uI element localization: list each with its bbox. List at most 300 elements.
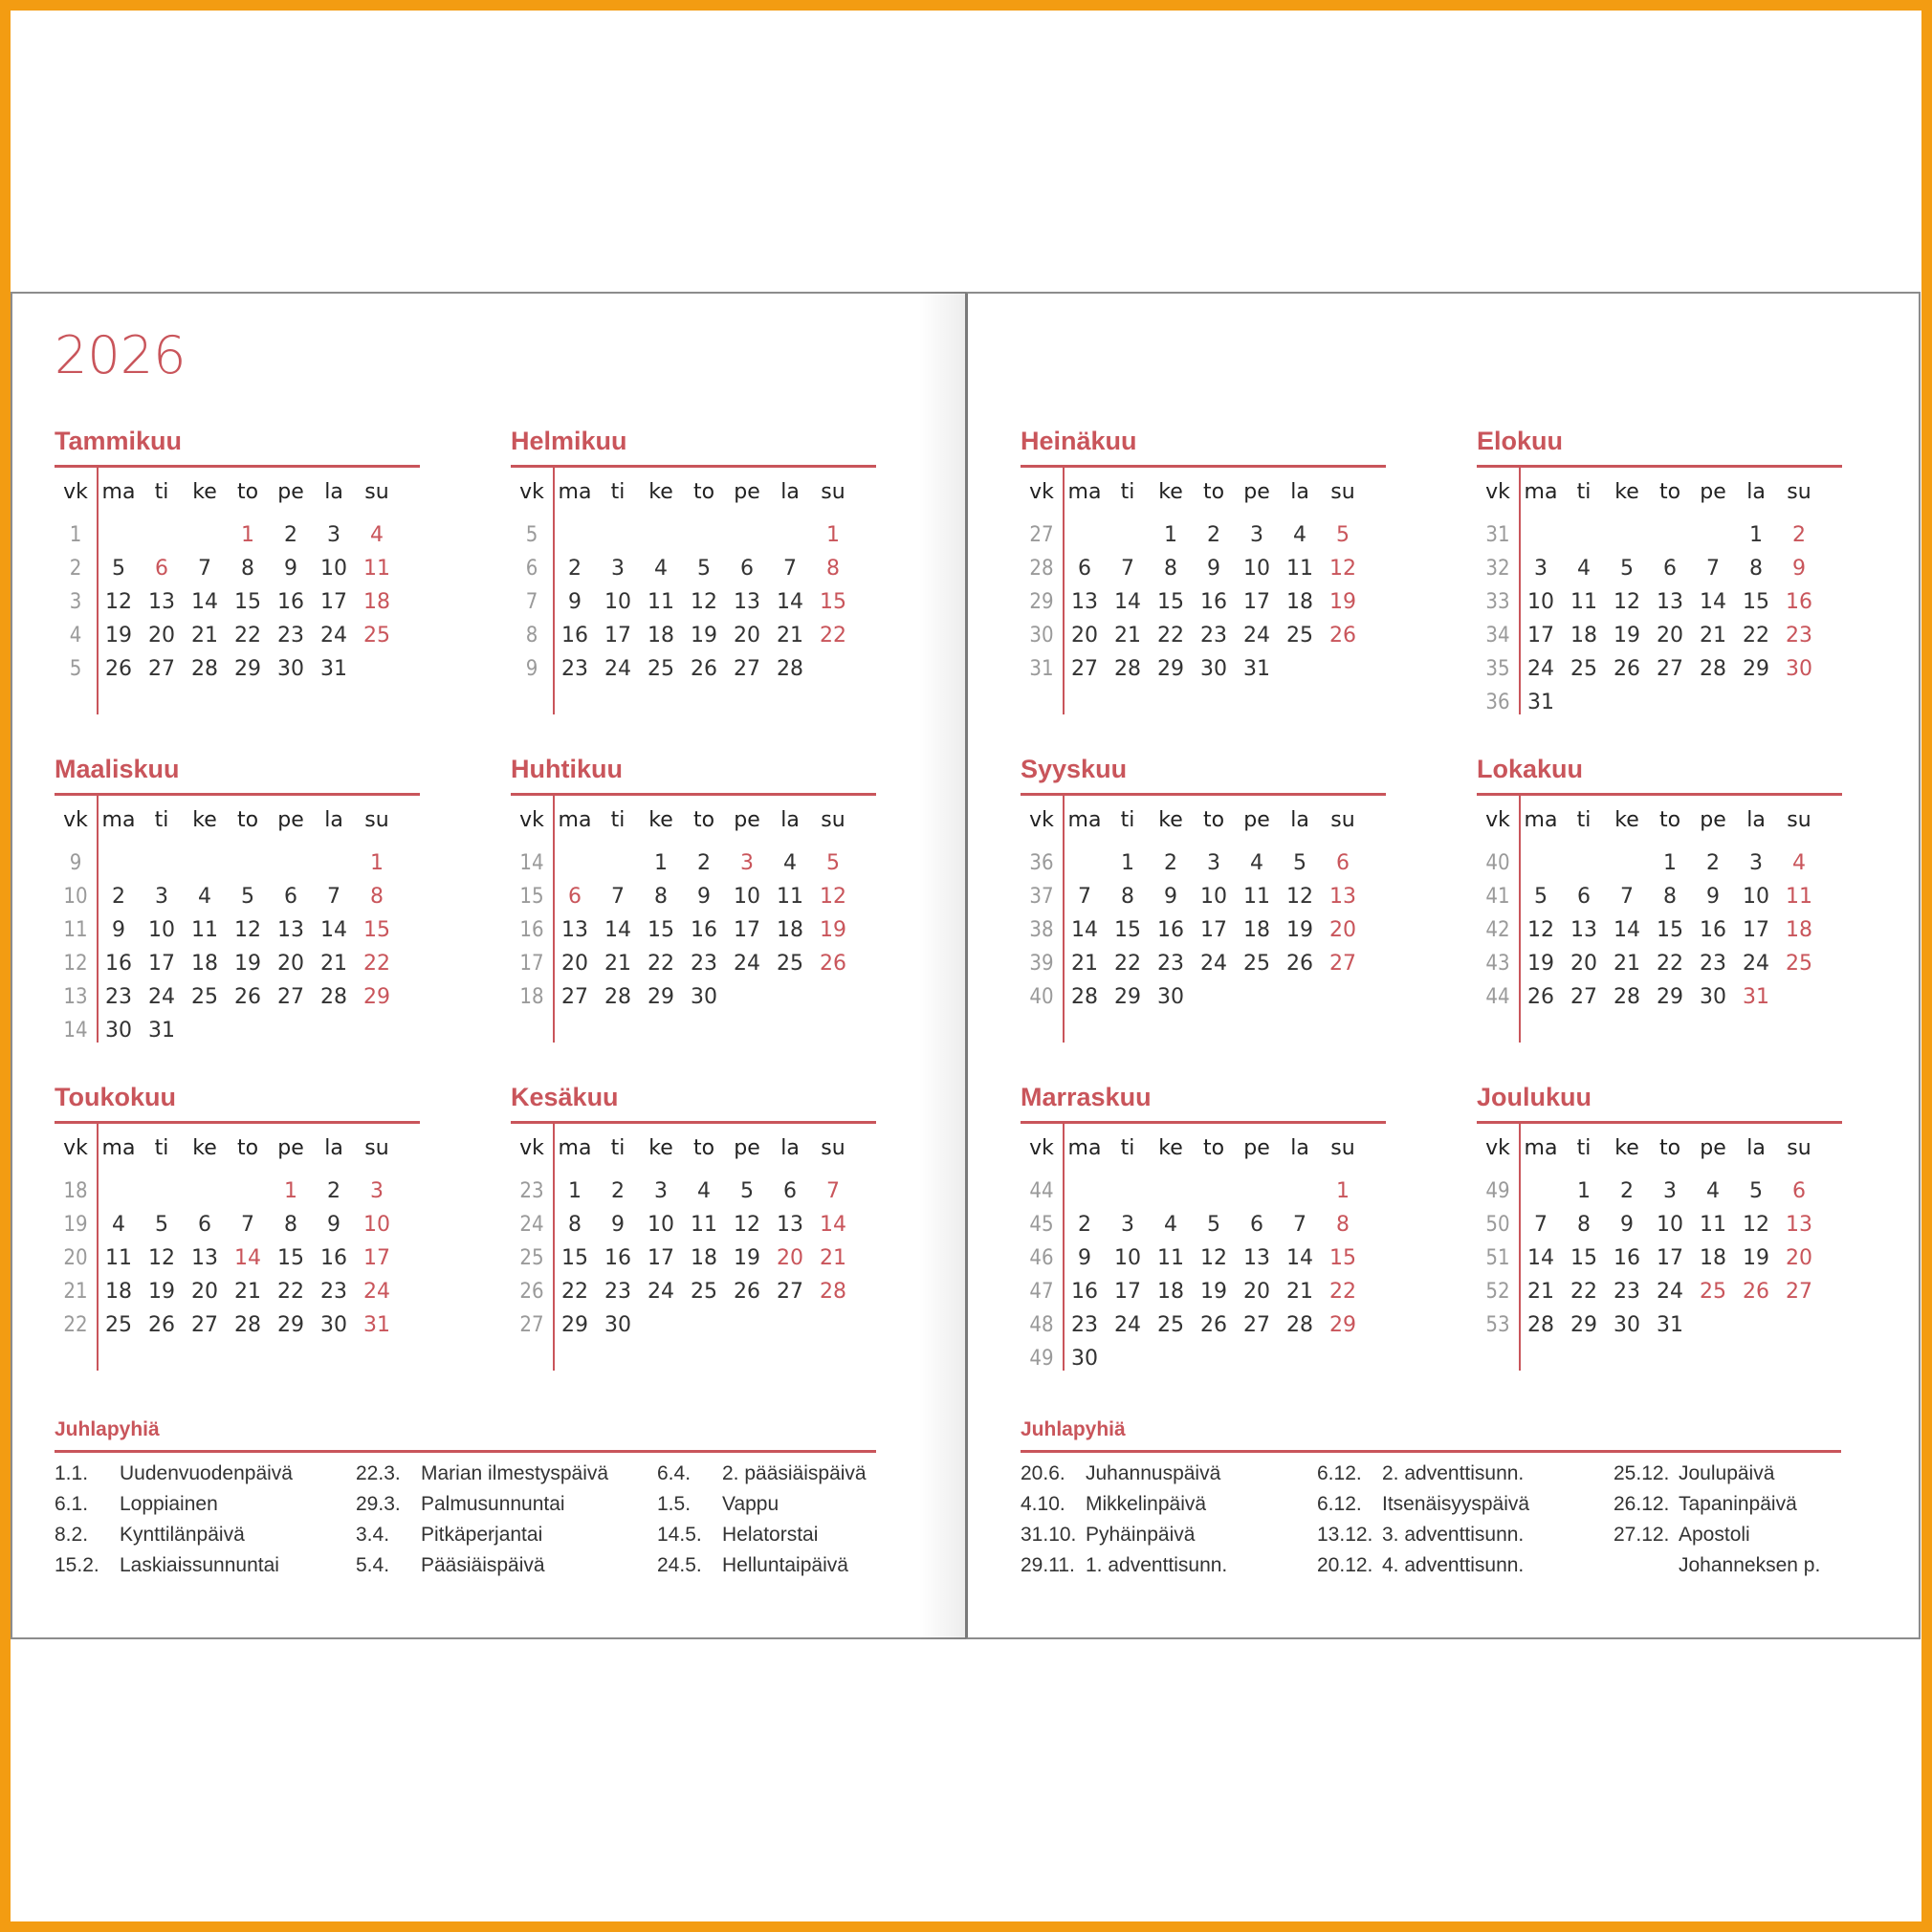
- holiday-date: 30: [1786, 657, 1812, 681]
- holiday-date: 14: [234, 1246, 261, 1270]
- date-cell: 21: [1700, 624, 1726, 648]
- weekday-header: ke: [648, 480, 673, 504]
- date-cell: 6: [740, 557, 754, 581]
- date-cell: 10: [1114, 1246, 1141, 1270]
- date-cell: 27: [734, 657, 760, 681]
- date-cell: 14: [320, 918, 347, 942]
- week-number: 7: [525, 590, 538, 614]
- date-cell: 3: [1121, 1213, 1134, 1237]
- date-cell: 12: [148, 1246, 175, 1270]
- date-cell: 17: [604, 624, 631, 648]
- year-title: 2026: [55, 325, 187, 385]
- weekday-header: ma: [558, 1136, 592, 1160]
- holiday-list-date: 1.5.: [657, 1493, 692, 1515]
- week-number: 40: [1485, 851, 1510, 875]
- date-cell: 25: [1286, 624, 1313, 648]
- holiday-date: 17: [363, 1246, 390, 1270]
- holiday-date: 6: [1336, 851, 1350, 875]
- month-block: [511, 427, 876, 733]
- holiday-date: 6: [155, 557, 168, 581]
- date-cell: 24: [648, 1280, 674, 1304]
- date-cell: 3: [1749, 851, 1763, 875]
- weekday-header: ke: [1614, 480, 1639, 504]
- week-number: 27: [519, 1313, 544, 1337]
- date-cell: 1: [1164, 523, 1177, 547]
- date-cell: 16: [1200, 590, 1227, 614]
- week-number: 20: [63, 1246, 88, 1270]
- weekday-header: su: [1787, 480, 1811, 504]
- date-cell: 4: [697, 1179, 711, 1203]
- holiday-list-name: 3. adventtisunn.: [1382, 1524, 1525, 1546]
- weekday-header: ti: [610, 480, 626, 504]
- date-cell: 28: [234, 1313, 261, 1337]
- weekday-header: ti: [154, 480, 169, 504]
- week-number: 5: [69, 657, 82, 681]
- month-rule: [511, 465, 876, 468]
- date-cell: 28: [191, 657, 218, 681]
- date-cell: 20: [734, 624, 760, 648]
- date-cell: 4: [112, 1213, 125, 1237]
- holiday-date: 1: [370, 851, 384, 875]
- date-cell: 24: [148, 985, 175, 1009]
- date-cell: 22: [1570, 1280, 1597, 1304]
- date-cell: 23: [561, 657, 588, 681]
- week-number: 44: [1485, 985, 1510, 1009]
- date-cell: 29: [1657, 985, 1683, 1009]
- date-cell: 14: [1114, 590, 1141, 614]
- date-cell: 5: [1749, 1179, 1763, 1203]
- date-cell: 30: [277, 657, 304, 681]
- month-block: [1021, 1083, 1386, 1389]
- date-cell: 26: [234, 985, 261, 1009]
- date-cell: 2: [611, 1179, 625, 1203]
- week-number: 26: [519, 1280, 544, 1304]
- week-number: 28: [1029, 557, 1054, 581]
- date-cell: 29: [1157, 657, 1184, 681]
- week-number: 37: [1029, 885, 1054, 909]
- week-number: 44: [1029, 1179, 1054, 1203]
- date-cell: 24: [734, 952, 760, 976]
- weekday-header: su: [1330, 808, 1355, 832]
- date-cell: 16: [320, 1246, 347, 1270]
- date-cell: 30: [691, 985, 717, 1009]
- date-cell: 10: [604, 590, 631, 614]
- date-cell: 3: [1534, 557, 1548, 581]
- weekday-header: to: [1202, 808, 1225, 832]
- date-cell: 20: [1243, 1280, 1270, 1304]
- holiday-date: 18: [363, 590, 390, 614]
- month-rule: [55, 793, 420, 796]
- weekday-header: ma: [1524, 1136, 1558, 1160]
- holiday-date: 8: [826, 557, 840, 581]
- weekday-header: ke: [1614, 1136, 1639, 1160]
- date-cell: 8: [1749, 557, 1763, 581]
- holiday-list-name: Itsenäisyyspäivä: [1382, 1493, 1530, 1515]
- week-number: 30: [1029, 624, 1054, 648]
- month-name: Joulukuu: [1477, 1083, 1592, 1111]
- date-cell: 4: [1164, 1213, 1177, 1237]
- holiday-list-date: 6.12.: [1317, 1462, 1362, 1484]
- holiday-list-name: Tapaninpäivä: [1679, 1493, 1797, 1515]
- date-cell: 18: [777, 918, 803, 942]
- weekday-header: ke: [648, 808, 673, 832]
- week-number: 36: [1029, 851, 1054, 875]
- date-cell: 11: [1243, 885, 1270, 909]
- holiday-date: 15: [363, 918, 390, 942]
- week-number: 5: [525, 523, 538, 547]
- date-cell: 21: [320, 952, 347, 976]
- date-cell: 8: [1577, 1213, 1591, 1237]
- date-cell: 3: [654, 1179, 668, 1203]
- holiday-list-date: 4.10.: [1021, 1493, 1065, 1515]
- date-cell: 17: [648, 1246, 674, 1270]
- date-cell: 18: [1157, 1280, 1184, 1304]
- holiday-list-date: 6.4.: [657, 1462, 692, 1484]
- date-cell: 29: [561, 1313, 588, 1337]
- week-number: 9: [525, 657, 538, 681]
- date-cell: 5: [697, 557, 711, 581]
- weekday-header: ma: [1524, 808, 1558, 832]
- holiday-date: 7: [826, 1179, 840, 1203]
- weekday-header: ti: [1576, 1136, 1592, 1160]
- holiday-list-name: 2. pääsiäispäivä: [722, 1462, 867, 1484]
- week-number: 29: [1029, 590, 1054, 614]
- holiday-list-date: 25.12.: [1614, 1462, 1670, 1484]
- month-name: Heinäkuu: [1021, 427, 1137, 455]
- week-number-header: vk: [63, 480, 88, 504]
- date-cell: 6: [198, 1213, 211, 1237]
- holiday-date: 8: [370, 885, 384, 909]
- holiday-list-name: Mikkelinpäivä: [1086, 1493, 1207, 1515]
- month-block: [55, 755, 420, 1061]
- date-cell: 22: [277, 1280, 304, 1304]
- weekday-header: la: [324, 808, 343, 832]
- date-cell: 11: [777, 885, 803, 909]
- date-cell: 3: [1207, 851, 1220, 875]
- holiday-list-date: 29.3.: [356, 1493, 401, 1515]
- date-cell: 13: [277, 918, 304, 942]
- holiday-date: 12: [1329, 557, 1356, 581]
- holiday-date: 1: [284, 1179, 297, 1203]
- date-cell: 21: [234, 1280, 261, 1304]
- holiday-date: 31: [1743, 985, 1769, 1009]
- date-cell: 3: [1663, 1179, 1677, 1203]
- date-cell: 10: [148, 918, 175, 942]
- date-cell: 31: [1657, 1313, 1683, 1337]
- weekday-header: pe: [1700, 808, 1726, 832]
- date-cell: 9: [611, 1213, 625, 1237]
- date-cell: 25: [1243, 952, 1270, 976]
- weekday-header: pe: [734, 480, 760, 504]
- date-cell: 9: [1078, 1246, 1091, 1270]
- date-cell: 30: [1157, 985, 1184, 1009]
- week-number: 23: [519, 1179, 544, 1203]
- weekday-header: la: [1290, 808, 1309, 832]
- weekday-header: su: [821, 1136, 845, 1160]
- date-cell: 7: [1078, 885, 1091, 909]
- date-cell: 29: [1743, 657, 1769, 681]
- weekday-header: su: [1787, 1136, 1811, 1160]
- weekday-header: pe: [1700, 480, 1726, 504]
- week-number: 18: [519, 985, 544, 1009]
- weekday-header: to: [1658, 480, 1681, 504]
- holiday-date: 12: [820, 885, 846, 909]
- date-cell: 17: [1114, 1280, 1141, 1304]
- month-name: Elokuu: [1477, 427, 1564, 455]
- weekday-header: to: [692, 480, 715, 504]
- week-number: 53: [1485, 1313, 1510, 1337]
- holiday-list-date: 6.12.: [1317, 1493, 1362, 1515]
- holiday-list-name: Vappu: [722, 1493, 779, 1515]
- date-cell: 31: [148, 1019, 175, 1043]
- holiday-date: 5: [826, 851, 840, 875]
- date-cell: 2: [1164, 851, 1177, 875]
- date-cell: 15: [1157, 590, 1184, 614]
- holiday-list-name: Joulupäivä: [1679, 1462, 1775, 1484]
- date-cell: 14: [191, 590, 218, 614]
- date-cell: 18: [1700, 1246, 1726, 1270]
- date-cell: 30: [604, 1313, 631, 1337]
- date-cell: 5: [155, 1213, 168, 1237]
- weekday-header: ma: [558, 480, 592, 504]
- date-cell: 16: [691, 918, 717, 942]
- date-cell: 10: [320, 557, 347, 581]
- date-cell: 17: [320, 590, 347, 614]
- weekday-header: ti: [1576, 480, 1592, 504]
- date-cell: 10: [1657, 1213, 1683, 1237]
- date-cell: 4: [1250, 851, 1263, 875]
- holiday-list-date: 6.1.: [55, 1493, 89, 1515]
- date-cell: 12: [1200, 1246, 1227, 1270]
- month-name: Helmikuu: [511, 427, 627, 455]
- month-block: [511, 755, 876, 1061]
- holiday-list-date: 20.6.: [1021, 1462, 1065, 1484]
- weekday-header: la: [780, 480, 800, 504]
- date-cell: 23: [1200, 624, 1227, 648]
- holiday-date: 16: [1786, 590, 1812, 614]
- date-cell: 16: [277, 590, 304, 614]
- date-cell: 6: [284, 885, 297, 909]
- date-cell: 22: [234, 624, 261, 648]
- date-cell: 6: [1078, 557, 1091, 581]
- month-rule: [511, 793, 876, 796]
- week-number: 9: [69, 851, 82, 875]
- holiday-date: 22: [1329, 1280, 1356, 1304]
- date-cell: 6: [1577, 885, 1591, 909]
- holiday-date: 26: [820, 952, 846, 976]
- holiday-list-name: Pääsiäispäivä: [421, 1554, 545, 1576]
- week-number-header: vk: [1485, 808, 1510, 832]
- holiday-date: 20: [1329, 918, 1356, 942]
- weekday-header: to: [236, 480, 259, 504]
- weekday-header: pe: [277, 480, 304, 504]
- date-cell: 11: [1570, 590, 1597, 614]
- date-cell: 12: [1743, 1213, 1769, 1237]
- date-cell: 2: [327, 1179, 340, 1203]
- date-cell: 27: [1570, 985, 1597, 1009]
- holiday-list-date: 27.12.: [1614, 1524, 1670, 1546]
- date-cell: 23: [1700, 952, 1726, 976]
- weekday-header: su: [364, 808, 389, 832]
- date-cell: 9: [284, 557, 297, 581]
- date-cell: 10: [1743, 885, 1769, 909]
- date-cell: 15: [561, 1246, 588, 1270]
- week-number: 33: [1485, 590, 1510, 614]
- weekday-header: ma: [1067, 480, 1102, 504]
- date-cell: 14: [1071, 918, 1098, 942]
- date-cell: 18: [105, 1280, 132, 1304]
- date-cell: 11: [1286, 557, 1313, 581]
- weekday-header: ma: [101, 808, 136, 832]
- date-cell: 31: [1527, 691, 1554, 714]
- holiday-date: 20: [1786, 1246, 1812, 1270]
- date-cell: 1: [568, 1179, 582, 1203]
- date-cell: 22: [1657, 952, 1683, 976]
- week-number-header: vk: [1485, 1136, 1510, 1160]
- date-cell: 3: [327, 523, 340, 547]
- date-cell: 23: [604, 1280, 631, 1304]
- date-cell: 15: [234, 590, 261, 614]
- date-cell: 31: [320, 657, 347, 681]
- date-cell: 24: [1743, 952, 1769, 976]
- week-number: 46: [1029, 1246, 1054, 1270]
- date-cell: 24: [604, 657, 631, 681]
- date-cell: 3: [155, 885, 168, 909]
- date-cell: 14: [777, 590, 803, 614]
- date-cell: 29: [234, 657, 261, 681]
- weekday-header: to: [236, 808, 259, 832]
- week-number: 43: [1485, 952, 1510, 976]
- weekday-header: ma: [1524, 480, 1558, 504]
- date-cell: 28: [1700, 657, 1726, 681]
- week-number: 18: [63, 1179, 88, 1203]
- weekday-header: ke: [1614, 808, 1639, 832]
- holiday-date: 1: [241, 523, 254, 547]
- weekday-header: pe: [734, 1136, 760, 1160]
- date-cell: 29: [648, 985, 674, 1009]
- date-cell: 13: [1570, 918, 1597, 942]
- weekday-header: su: [1787, 808, 1811, 832]
- date-cell: 28: [777, 657, 803, 681]
- date-cell: 12: [1614, 590, 1640, 614]
- week-number: 22: [63, 1313, 88, 1337]
- month-block: [1477, 1083, 1842, 1389]
- date-cell: 29: [1114, 985, 1141, 1009]
- week-number: 1: [69, 523, 82, 547]
- date-cell: 27: [1657, 657, 1683, 681]
- holiday-list-name: Apostoli: [1679, 1524, 1750, 1546]
- date-cell: 5: [740, 1179, 754, 1203]
- week-number: 38: [1029, 918, 1054, 942]
- date-cell: 1: [654, 851, 668, 875]
- month-rule: [1021, 793, 1386, 796]
- date-cell: 8: [284, 1213, 297, 1237]
- week-number: 31: [1485, 523, 1510, 547]
- date-cell: 12: [691, 590, 717, 614]
- date-cell: 27: [191, 1313, 218, 1337]
- date-cell: 7: [241, 1213, 254, 1237]
- date-cell: 13: [191, 1246, 218, 1270]
- holiday-date: 1: [826, 523, 840, 547]
- holiday-list-date: 14.5.: [657, 1524, 702, 1546]
- date-cell: 26: [734, 1280, 760, 1304]
- date-cell: 19: [105, 624, 132, 648]
- date-cell: 30: [1700, 985, 1726, 1009]
- date-cell: 2: [1620, 1179, 1634, 1203]
- holiday-list-date: 15.2.: [55, 1554, 99, 1576]
- date-cell: 16: [1071, 1280, 1098, 1304]
- date-cell: 24: [1200, 952, 1227, 976]
- month-name: Marraskuu: [1021, 1083, 1152, 1111]
- date-cell: 16: [1700, 918, 1726, 942]
- date-cell: 11: [691, 1213, 717, 1237]
- month-name: Toukokuu: [55, 1083, 176, 1111]
- holiday-date: 1: [1336, 1179, 1350, 1203]
- date-cell: 10: [1200, 885, 1227, 909]
- date-cell: 9: [1164, 885, 1177, 909]
- month-block: [1021, 427, 1386, 733]
- month-name: Kesäkuu: [511, 1083, 619, 1111]
- date-cell: 5: [112, 557, 125, 581]
- holiday-list-name: Johanneksen p.: [1679, 1554, 1821, 1576]
- date-cell: 12: [1527, 918, 1554, 942]
- weekday-header: la: [1290, 480, 1309, 504]
- holiday-date: 28: [820, 1280, 846, 1304]
- date-cell: 25: [1157, 1313, 1184, 1337]
- date-cell: 17: [1527, 624, 1554, 648]
- date-cell: 22: [1114, 952, 1141, 976]
- date-cell: 7: [1121, 557, 1134, 581]
- holiday-date: 22: [820, 624, 846, 648]
- date-cell: 21: [1286, 1280, 1313, 1304]
- date-cell: 19: [691, 624, 717, 648]
- weekday-header: pe: [734, 808, 760, 832]
- holiday-list-name: Helatorstai: [722, 1524, 819, 1546]
- holiday-list-date: 26.12.: [1614, 1493, 1670, 1515]
- date-cell: 1: [1121, 851, 1134, 875]
- week-number: 13: [63, 985, 88, 1009]
- holidays-rule: [55, 1450, 876, 1453]
- date-cell: 26: [1286, 952, 1313, 976]
- date-cell: 15: [277, 1246, 304, 1270]
- weekday-header: la: [780, 1136, 800, 1160]
- month-name: Syyskuu: [1021, 755, 1128, 783]
- holiday-list-name: Loppiainen: [120, 1493, 218, 1515]
- holiday-list-date: 1.1.: [55, 1462, 89, 1484]
- date-cell: 7: [327, 885, 340, 909]
- date-cell: 21: [191, 624, 218, 648]
- holiday-list-date: 8.2.: [55, 1524, 89, 1546]
- date-cell: 18: [1243, 918, 1270, 942]
- holiday-date: 26: [1743, 1280, 1769, 1304]
- date-cell: 7: [783, 557, 797, 581]
- holiday-date: 20: [777, 1246, 803, 1270]
- date-cell: 27: [1071, 657, 1098, 681]
- weekday-header: ti: [1120, 480, 1135, 504]
- week-number-header: vk: [1029, 480, 1054, 504]
- date-cell: 7: [198, 557, 211, 581]
- date-cell: 7: [1706, 557, 1720, 581]
- date-cell: 8: [654, 885, 668, 909]
- date-cell: 26: [1614, 657, 1640, 681]
- week-number: 51: [1485, 1246, 1510, 1270]
- date-cell: 5: [1207, 1213, 1220, 1237]
- week-number: 4: [69, 624, 82, 648]
- month-name: Tammikuu: [55, 427, 183, 455]
- date-cell: 13: [561, 918, 588, 942]
- date-cell: 13: [1071, 590, 1098, 614]
- holiday-list-name: 2. adventtisunn.: [1382, 1462, 1525, 1484]
